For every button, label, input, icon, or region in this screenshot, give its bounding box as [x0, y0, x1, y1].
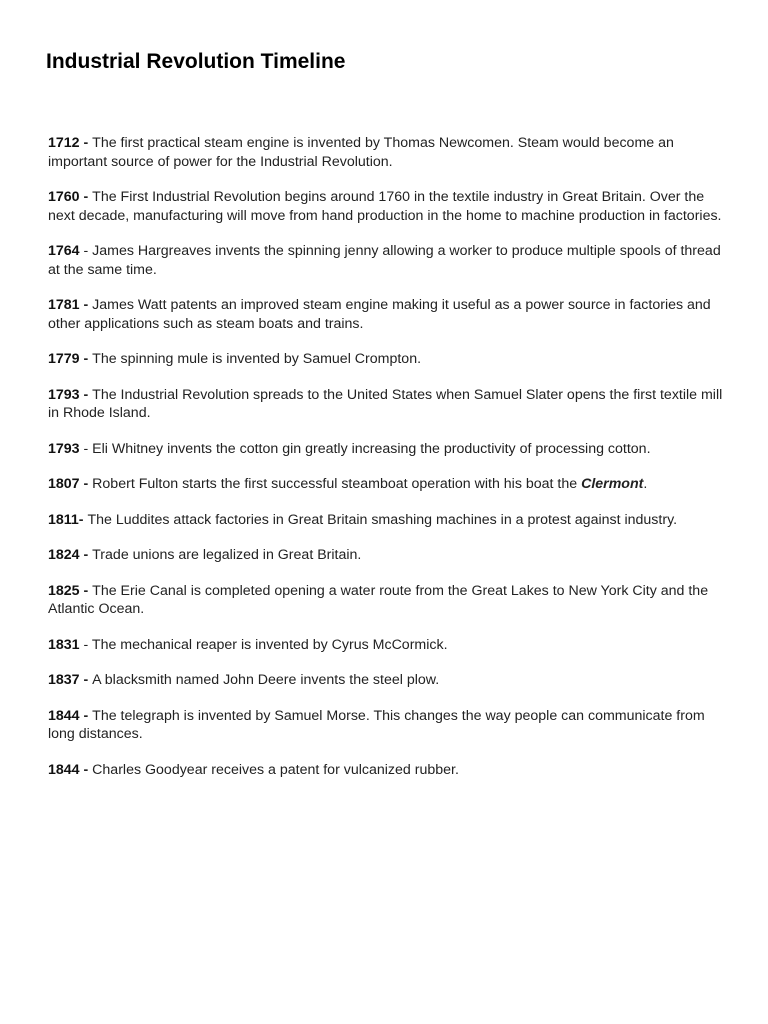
event-separator: -	[79, 547, 93, 563]
event-separator: -	[78, 511, 88, 528]
event-separator: -	[79, 476, 93, 492]
timeline-list	[48, 134, 724, 796]
event-separator: -	[79, 440, 93, 457]
event-description: Charles Goodyear receives a patent for vulcanized rubber.	[92, 761, 459, 778]
event-year: 1844	[48, 761, 80, 778]
timeline-entry	[48, 242, 724, 279]
event-year: 1811	[48, 511, 79, 528]
event-year: 1793	[48, 386, 80, 403]
event-description: Robert Fulton starts the first successful steamboat operation with his boat the	[92, 476, 582, 492]
event-separator: -	[79, 672, 93, 688]
event-year: 1825	[48, 582, 80, 599]
event-description: James Watt patents an improved steam engine making it useful as a power source in factories and other applications such as steam boats and trains.	[48, 297, 711, 332]
event-separator: -	[79, 297, 93, 313]
event-description: The Luddites attack factories in Great Britain smashing machines in a protest against industry.	[87, 511, 678, 528]
event-description: The Industrial Revolution spreads to the United States when Samuel Slater opens the first textile mill in Rhode Island.	[48, 386, 723, 421]
event-description: The First Industrial Revolution begins around 1760 in the textile industry in Great Britain. Over the next decade, manufacturing will move from hand production in the home to machine production in factories.	[48, 189, 722, 224]
timeline-entry	[48, 707, 724, 744]
event-separator: -	[79, 636, 92, 653]
event-description: The telegraph is invented by Samuel Morse. This changes the way people can communicate from long distances.	[48, 707, 705, 742]
event-description: The first practical steam engine is invented by Thomas Newcomen. Steam would become an important source of power for the Industrial Revolution.	[48, 135, 674, 170]
page-title: Industrial Revolution Timeline	[46, 50, 346, 73]
timeline-entry	[48, 761, 724, 780]
timeline-entry	[48, 671, 724, 690]
event-year: 1837	[48, 672, 80, 688]
event-description: A blacksmith named John Deere invents the steel plow.	[92, 672, 440, 688]
event-separator: -	[79, 351, 93, 367]
event-emphasis: Clermont	[581, 476, 644, 492]
timeline-entry	[48, 475, 724, 494]
timeline-entry	[48, 440, 724, 459]
timeline-entry	[48, 546, 724, 565]
timeline-entry	[48, 511, 724, 530]
event-year: 1712	[48, 135, 80, 151]
event-separator: -	[79, 707, 93, 724]
event-description: The mechanical reaper is invented by Cyrus McCormick.	[91, 636, 448, 653]
timeline-entry	[48, 350, 724, 369]
event-separator: -	[79, 243, 93, 259]
event-year: 1844	[48, 707, 80, 724]
event-description: The Erie Canal is completed opening a water route from the Great Lakes to New York City and the Atlantic Ocean.	[48, 582, 709, 617]
timeline-entry	[48, 134, 724, 171]
timeline-entry	[48, 636, 724, 655]
event-description: The spinning mule is invented by Samuel Crompton.	[92, 351, 422, 367]
event-description-tail: .	[643, 476, 648, 492]
event-description: James Hargreaves invents the spinning jenny allowing a worker to produce multiple spools of thread at the same time.	[48, 243, 721, 278]
event-year: 1824	[48, 547, 80, 563]
event-separator: -	[79, 761, 93, 778]
timeline-entry	[48, 386, 724, 423]
event-separator: -	[79, 582, 93, 599]
event-year: 1831	[48, 636, 80, 653]
event-separator: -	[79, 135, 93, 151]
timeline-entry	[48, 188, 724, 225]
event-description: Trade unions are legalized in Great Britain.	[92, 547, 362, 563]
timeline-entry	[48, 296, 724, 333]
event-year: 1760	[48, 189, 80, 205]
event-separator: -	[79, 386, 93, 403]
event-year: 1807	[48, 476, 80, 492]
event-year: 1779	[48, 351, 80, 367]
event-year: 1764	[48, 243, 80, 259]
event-separator: -	[79, 189, 93, 205]
timeline-entry	[48, 582, 724, 619]
event-year: 1781	[48, 297, 80, 313]
event-description: Eli Whitney invents the cotton gin greatly increasing the productivity of processing cotton.	[92, 440, 651, 457]
event-year: 1793	[48, 440, 80, 457]
